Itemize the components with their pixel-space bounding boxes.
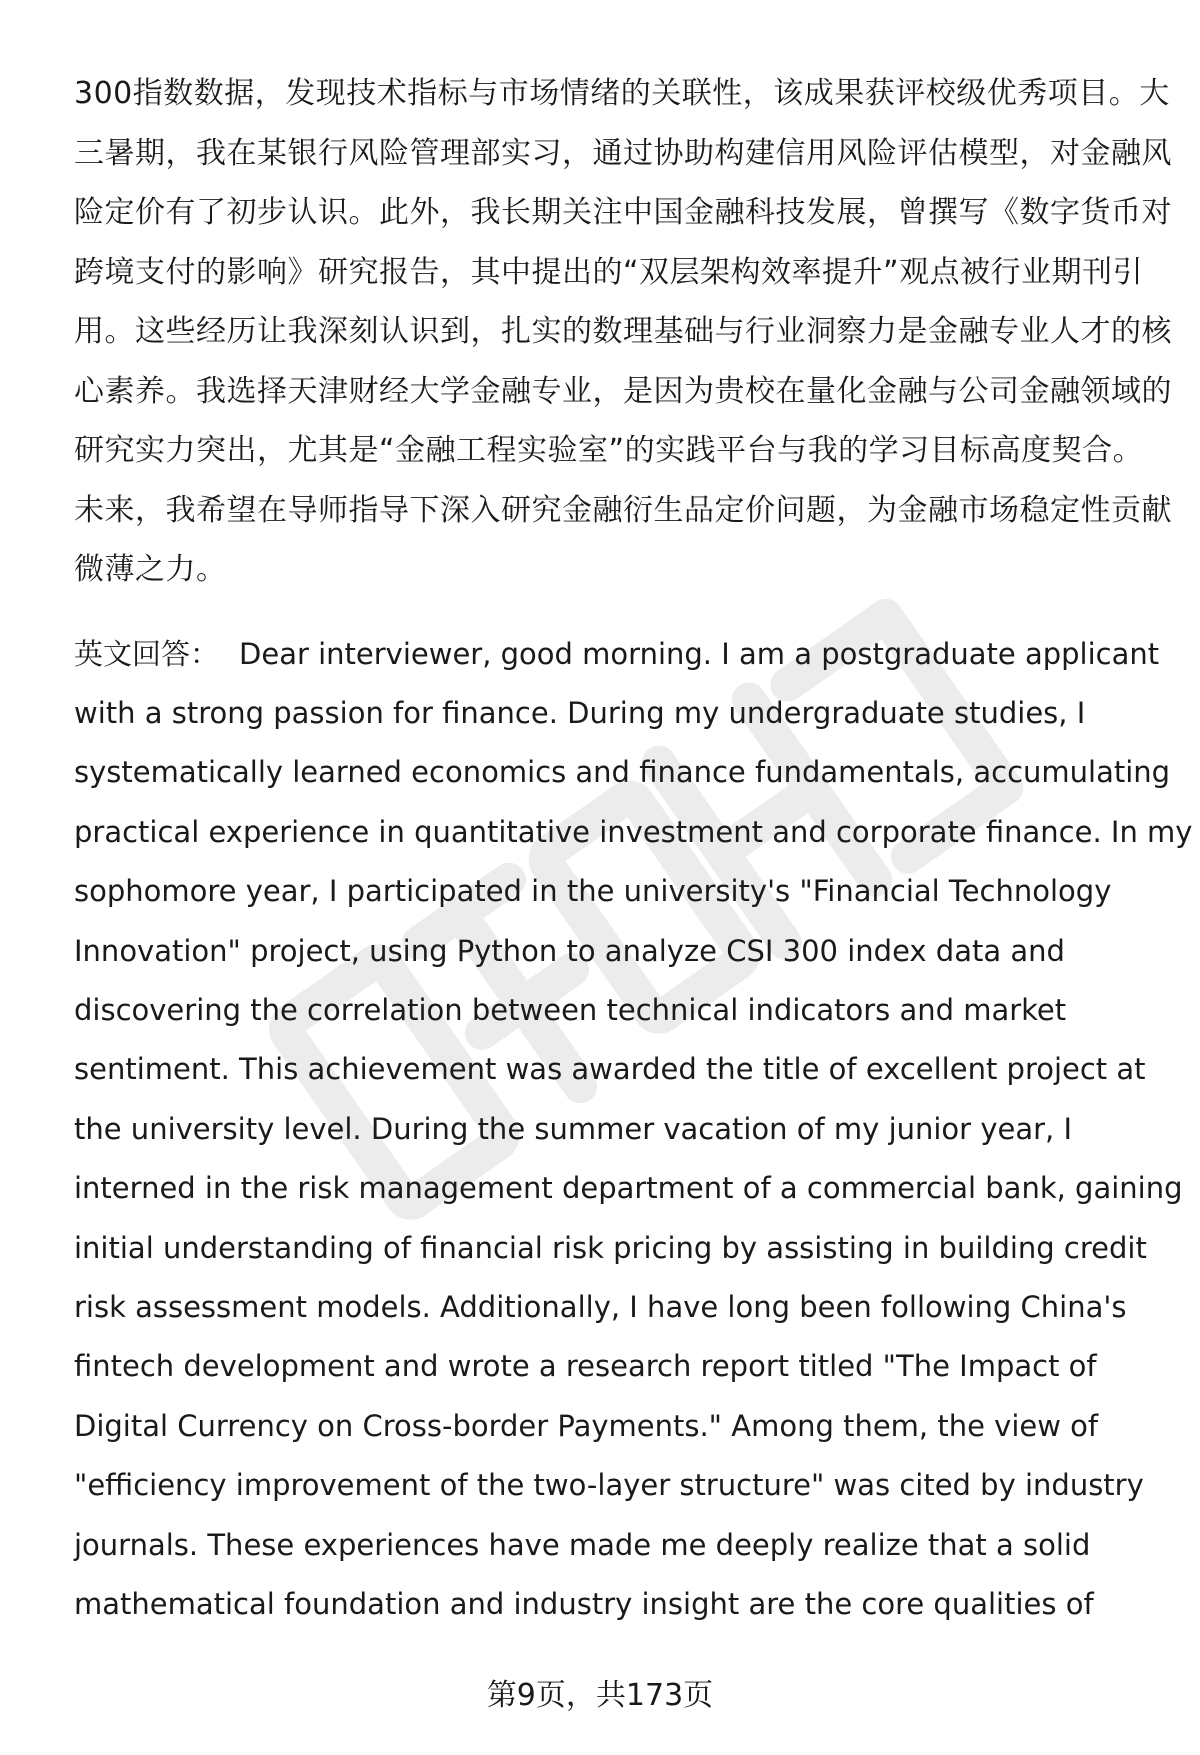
text-line: sentiment. This achievement was awarded the title of excellent project at [74,1052,1146,1087]
text-line: discovering the correlation between technical indicators and market [74,992,1067,1027]
text-line: 微薄之力。 [74,552,227,587]
text-line: 研究实力突出，尤其是“金融工程实验室”的实践平台与我的学习目标高度契合。 [74,433,1144,468]
text-line: "efficiency improvement of the two-layer structure" was cited by industry [74,1468,1144,1503]
text-line: 跨境支付的影响》研究报告，其中提出的“双层架构效率提升”观点被行业期刊引 [74,254,1144,290]
text-line: initial understanding of financial risk pricing by assisting in building credit [74,1230,1147,1265]
text-line: Digital Currency on Cross-border Payments." Among them, the view of [74,1408,1099,1443]
text-line: 未来，我希望在导师指导下深入研究金融衍生品定价问题，为金融市场稳定性贡献 [74,492,1172,528]
text-line: fintech development and wrote a research report titled "The Impact of [74,1349,1097,1384]
text-line: the university level. During the summer vacation of my junior year, I [74,1111,1073,1146]
text-line: 险定价有了初步认识。此外，我长期关注中国金融科技发展，曾撰写《数字货币对 [74,195,1172,230]
english-answer-label: 英文回答： [74,636,220,671]
page-number-footer: 第9页，共173页 [486,1678,714,1713]
text-line: 心素养。我选择天津财经大学金融专业，是因为贵校在量化金融与公司金融领域的 [74,373,1172,409]
text-line: 三暑期，我在某银行风险管理部实习，通过协助构建信用风险评估模型，对金融风 [74,135,1172,171]
text-line: 300指数数据，发现技术指标与市场情绪的关联性，该成果获评校级优秀项目。大 [74,76,1170,111]
chinese-answer-paragraph [74,64,1172,600]
document-body [74,64,1193,1634]
text-line-content: Dear interviewer, good morning. I am a postgraduate applicant [239,636,1160,671]
text-line: Innovation" project, using Python to analyze CSI 300 index data and [74,933,1065,968]
english-answer-paragraph [74,625,1193,1635]
text-line: interned in the risk management department of a commercial bank, gaining [74,1171,1183,1206]
text-line: mathematical foundation and industry insight are the core qualities of [74,1587,1094,1621]
text-line: journals. These experiences have made me deeply realize that a solid [74,1527,1091,1562]
text-line: with a strong passion for finance. During my undergraduate studies, I [74,695,1086,730]
text-line: risk assessment models. Additionally, I have long been following China's [74,1289,1127,1324]
text-line [74,625,1160,684]
text-line: sophomore year, I participated in the university's "Financial Technology [74,874,1112,909]
text-line: practical experience in quantitative investment and corporate finance. In my [74,814,1193,849]
text-line: systematically learned economics and finance fundamentals, accumulating [74,755,1171,790]
text-line: 用。这些经历让我深刻认识到，扎实的数理基础与行业洞察力是金融专业人才的核 [74,314,1172,349]
